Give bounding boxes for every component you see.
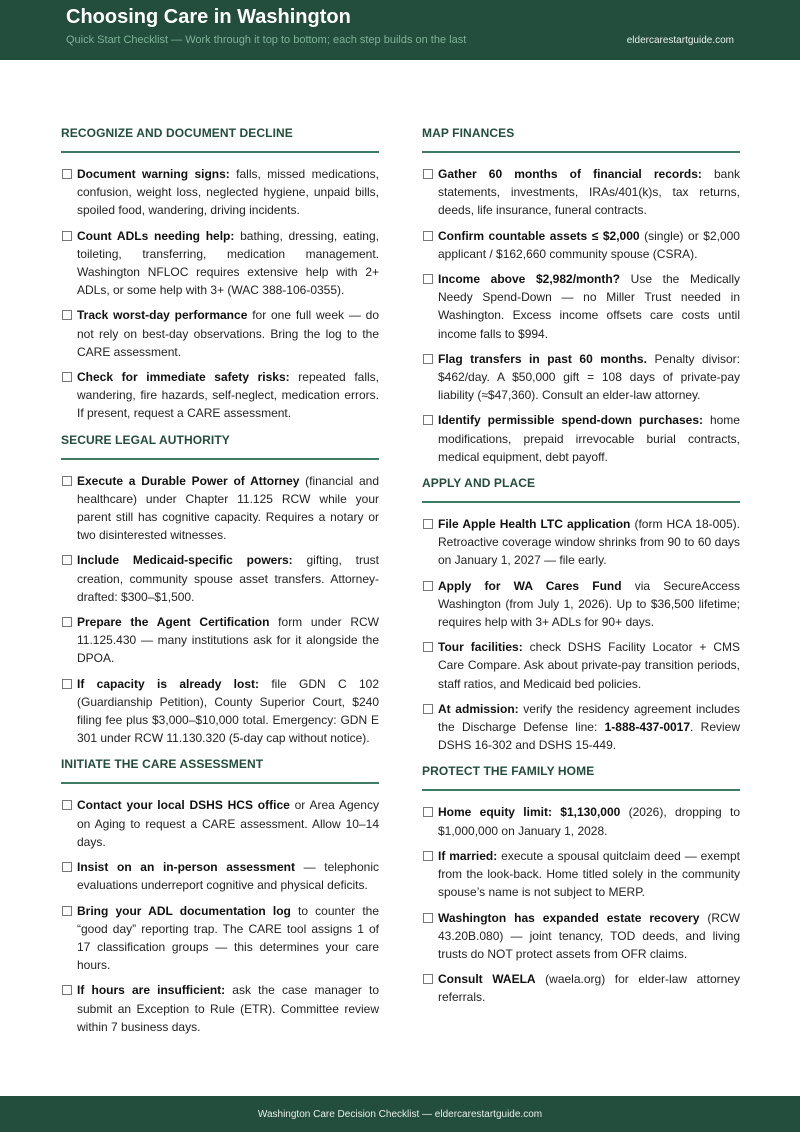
item-text: falls, missed medications, confusion, weight loss, neglected hygiene, unpaid bills, spoiled food, wandering, driving incidents. (77, 167, 379, 218)
section-heading: PROTECT THE FAMILY HOME (422, 764, 740, 791)
item-lead: Contact your local DSHS HCS office (77, 798, 290, 813)
item-text: ask the case manager to submit an Exception to Rule (ETR). Committee review within 7 business days. (77, 983, 379, 1034)
item-text: (single) or $2,000 applicant / $162,660 community spouse (CSRA). (438, 228, 740, 261)
item-text: repeated falls, wandering, fire hazards, self-neglect, medication errors. If present, request a CARE assessment. (77, 370, 379, 421)
checkbox-icon[interactable] (423, 851, 433, 861)
checklist-item (422, 638, 740, 693)
checklist-item (422, 515, 740, 570)
checkbox-icon[interactable] (423, 231, 433, 241)
item-lead: Bring your ADL documentation log (77, 903, 291, 918)
item-lead: Execute a Durable Power of Attorney (77, 473, 300, 488)
checkbox-icon[interactable] (62, 862, 72, 872)
item-lead: Confirm countable assets ≤ $2,000 (438, 228, 640, 243)
checkbox-icon[interactable] (423, 581, 433, 591)
checklist-item (61, 472, 379, 545)
checklist-item (61, 902, 379, 975)
checkbox-icon[interactable] (62, 555, 72, 565)
section-initiate-the-care-assessment (61, 757, 379, 1035)
checklist-item (422, 803, 740, 839)
checkbox-icon[interactable] (62, 800, 72, 810)
item-lead: Count ADLs needing help: (77, 228, 235, 243)
item-text: Use the Medically Needy Spend-Down — no Miller Trust needed in Washington. Excess income offsets care costs until income falls to $994. (438, 272, 740, 341)
section-heading: INITIATE THE CARE ASSESSMENT (61, 757, 379, 784)
checkbox-icon[interactable] (62, 231, 72, 241)
checkbox-icon[interactable] (62, 617, 72, 627)
checkbox-icon[interactable] (423, 704, 433, 714)
checkbox-icon[interactable] (423, 642, 433, 652)
section-apply-and-place (422, 476, 740, 754)
item-lead: Gather 60 months of financial records: (438, 167, 702, 181)
item-lead: Apply for WA Cares Fund (438, 578, 622, 593)
checklist-item (61, 165, 379, 220)
item-text: (financial and healthcare) under Chapter 11.125 RCW while your parent still has cognitive capacity. Requires a notary or two disinterested witnesses. (77, 473, 379, 543)
item-text: (waela.org) for elder-law attorney referrals. (438, 972, 740, 1005)
checkbox-icon[interactable] (62, 679, 72, 689)
checkbox-icon[interactable] (423, 274, 433, 284)
checklist-item (422, 909, 740, 964)
page-header (0, 0, 800, 60)
item-lead: Consult WAELA (438, 972, 536, 987)
item-text: (2026), dropping to $1,000,000 on January 1, 2028. (438, 805, 740, 838)
item-lead: If capacity is already lost: (77, 676, 260, 691)
item-text: bathing, dressing, eating, toileting, transferring, medication management. Washington NFLOC requires extensive help with 2+ ADLs, or some help with 3+ (WAC 388-106-0355). (77, 228, 379, 298)
item-lead: Prepare the Agent Certification (77, 615, 270, 630)
item-lead: Home equity limit: $1,130,000 (438, 805, 621, 820)
checkbox-icon[interactable] (423, 974, 433, 984)
checklist-item (61, 858, 379, 894)
section-heading: MAP FINANCES (422, 126, 740, 153)
section-heading: SECURE LEGAL AUTHORITY (61, 433, 379, 460)
checklist-item (61, 796, 379, 851)
checkbox-icon[interactable] (62, 476, 72, 486)
checklist (61, 796, 379, 1035)
checklist-item (61, 306, 379, 361)
item-text-cont: . Review DSHS 16-302 and DSHS 15-449. (438, 720, 741, 753)
section-heading: APPLY AND PLACE (422, 476, 740, 503)
section-recognize-and-document-decline (61, 126, 379, 423)
item-text: gifting, trust creation, community spouse asset transfers. Attorney-drafted: $300–$1,500. (77, 553, 379, 604)
checklist-item (61, 227, 379, 300)
checkbox-icon[interactable] (62, 169, 72, 179)
checklist (422, 515, 740, 754)
item-lead: File Apple Health LTC application (438, 517, 631, 532)
item-lead: At admission: (438, 701, 519, 716)
page-title: Choosing Care in Washington (66, 6, 351, 28)
item-text: — telephonic evaluations underreport cognitive and physical deficits. (77, 860, 379, 893)
item-text: execute a spousal quitclaim deed — exempt from the look-back. Home titled solely in the community spouse’s name is not subject to MERP. (438, 848, 740, 900)
item-text: check DSHS Facility Locator + CMS Care Compare. Ask about private-pay transition periods, staff ratios, and Medicaid bed policies. (438, 640, 740, 691)
header-site-link[interactable]: eldercarestartguide.com (626, 35, 734, 46)
item-text: via SecureAccess Washington (from July 1, 2026). Up to $36,500 lifetime; requires help with 3+ ADLs for 90+ days. (438, 578, 740, 630)
checklist-item (422, 577, 740, 632)
checklist-item (422, 700, 740, 755)
item-lead: Tour facilities: (438, 640, 523, 655)
checkbox-icon[interactable] (423, 415, 433, 425)
checkbox-icon[interactable] (423, 519, 433, 529)
checkbox-icon[interactable] (423, 354, 433, 364)
checklist-item (61, 551, 379, 606)
checklist-item (61, 981, 379, 1036)
checklist-item (61, 368, 379, 423)
checklist (422, 165, 740, 466)
section-heading: RECOGNIZE AND DOCUMENT DECLINE (61, 126, 379, 153)
item-text: form under RCW 11.125.430 — many institutions ask for it alongside the DPOA. (77, 615, 379, 666)
item-lead: Check for immediate safety risks: (77, 370, 290, 385)
item-text: or Area Agency on Aging to request a CARE assessment. Allow 10–14 days. (77, 798, 379, 849)
page-footer (0, 1096, 800, 1132)
checklist-item (422, 350, 740, 405)
item-lead: Insist on an in-person assessment (77, 860, 295, 875)
item-lead: Identify permissible spend-down purchases: (438, 413, 703, 428)
checkbox-icon[interactable] (62, 372, 72, 382)
item-lead: Income above $2,982/month? (438, 272, 621, 287)
item-lead: Washington has expanded estate recovery (438, 910, 700, 925)
checklist (422, 803, 740, 1006)
right-column (422, 126, 740, 1017)
item-text: file GDN C 102 (Guardianship Petition), County Superior Court, $240 filing fee plus $3,000–$10,000 total. Emergency: GDN E 301 under RCW 11.130.320 (5-day cap without notice). (77, 676, 379, 746)
section-map-finances (422, 126, 740, 466)
checklist-item (422, 165, 740, 220)
checkbox-icon[interactable] (423, 913, 433, 923)
item-text: (form HCA 18-005). Retroactive coverage window shrinks from 90 to 60 days on January 1, 2027 — file early. (438, 517, 740, 568)
item-text: verify the residency agreement includes the Discharge Defense line: (438, 701, 740, 735)
page-subtitle: Quick Start Checklist — Work through it top to bottom; each step builds on the last (66, 34, 467, 46)
checkbox-icon[interactable] (423, 169, 433, 179)
checklist-item (422, 970, 740, 1006)
left-column (61, 126, 379, 1046)
checklist-item (422, 847, 740, 902)
item-phone-number: 1-888-437-0017 (604, 720, 691, 735)
checkbox-icon[interactable] (423, 807, 433, 817)
footer-text: Washington Care Decision Checklist — eldercarestartguide.com (257, 1108, 543, 1120)
item-text: bank statements, investments, IRAs/401(k)s, tax returns, deeds, life insurance, funeral contracts. (438, 167, 740, 218)
checklist-item (422, 270, 740, 343)
item-lead: Include Medicaid-specific powers: (77, 553, 293, 568)
item-text: (RCW 43.20B.080) — joint tenancy, TOD deeds, and living trusts do NOT protect assets from OFR claims. (438, 910, 740, 961)
checkbox-icon[interactable] (62, 985, 72, 995)
checklist-item (61, 613, 379, 668)
item-lead: If hours are insufficient: (77, 983, 226, 998)
checklist-item (422, 411, 740, 466)
item-lead: Track worst-day performance (77, 308, 248, 323)
section-protect-the-family-home (422, 764, 740, 1006)
checklist (61, 165, 379, 423)
item-lead: Document warning signs: (77, 167, 230, 181)
checklist-item (61, 675, 379, 748)
item-lead: Flag transfers in past 60 months. (438, 351, 647, 366)
checkbox-icon[interactable] (62, 906, 72, 916)
checkbox-icon[interactable] (62, 310, 72, 320)
checklist-item (422, 227, 740, 263)
item-text: for one full week — do not rely on best-day observations. Bring the log to the CARE assessment. (77, 308, 379, 359)
item-text: home modifications, prepaid irrevocable burial contracts, medical equipment, debt payoff. (438, 413, 740, 464)
item-lead: If married: (438, 848, 498, 863)
item-text: to counter the “good day” reporting trap. The CARE tool assigns 1 of 17 classification groups — this determines your care hours. (77, 903, 379, 973)
checklist (61, 472, 379, 748)
section-secure-legal-authority (61, 433, 379, 748)
item-text: Penalty divisor: $462/day. A $50,000 gift = 108 days of private-pay liability (≈$47,360). Consult an elder-law attorney. (438, 351, 741, 403)
